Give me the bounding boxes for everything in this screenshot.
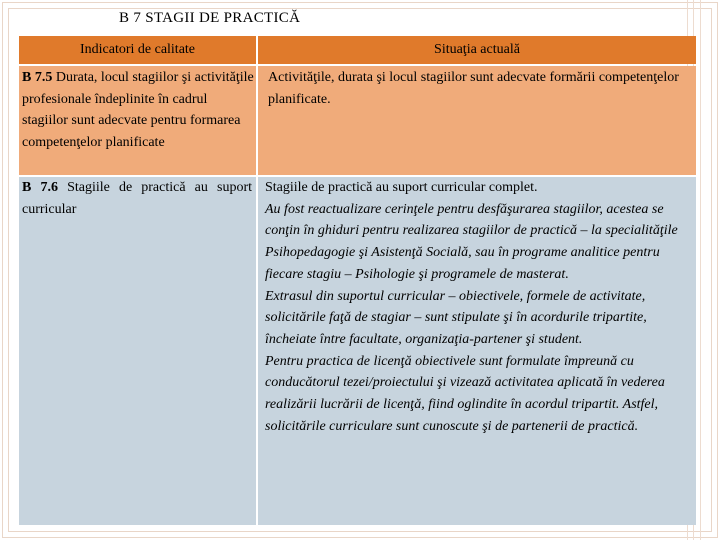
status-lead: Stagiile de practică au suport curricular complet.	[265, 180, 538, 195]
header-indicators: Indicatori de calitate	[19, 36, 256, 64]
indicator-paragraph	[22, 177, 252, 220]
status-cell-b75	[258, 66, 696, 177]
indicator-text: Durata, locul stagiilor şi activităţile profesionale îndeplinite în cadrul stagiilor sunt adecvate pentru formarea competenţelor planificate	[22, 70, 254, 151]
decor-line	[700, 0, 701, 540]
status-paragraph: Activităţile, durata şi locul stagiilor sunt adecvate formării competenţelor planificate.	[268, 70, 679, 107]
status-paragraph: Extrasul din suportul curricular – obiectivele, formele de activitate, solicitările faţă de stagiar – sunt stipulate şi în acordurile tripartite, încheiate între facultate, organizaţia-partener şi student.	[265, 288, 647, 347]
status-cell-b76	[258, 177, 696, 525]
page-title: B 7 STAGII DE PRACTICĂ	[119, 10, 301, 26]
indicator-code: B 7.5	[22, 70, 53, 85]
header-current-situation: Situaţia actuală	[258, 36, 696, 64]
row-separator	[19, 175, 696, 177]
status-paragraph: Pentru practica de licenţă obiectivele sunt formulate împreună cu conducătorul tezei/proiectului şi vizează activitatea aplicată în vederea realizării lucrării de licenţă, fiind oglindite în acordul tripartit. Astfel, solicitările curriculare sunt cunoscute şi de partenerii de practică.	[265, 353, 665, 434]
indicator-text: Stagiile de practică au suport curricular	[22, 180, 252, 217]
status-paragraph: Au fost reactualizare cerinţele pentru desfăşurarea stagiilor, acestea se conţin în ghiduri pentru realizarea stagiilor de practică – la specialităţile Psihopedagogie şi Asistenţă Socială, sau în programe analitice pentru fiecare stagiu – Psihologie şi programele de masterat.	[265, 201, 678, 282]
indicator-cell-b75	[19, 66, 256, 177]
indicator-cell-b76	[19, 177, 256, 525]
quality-indicators-table	[19, 36, 696, 525]
indicator-code: B 7.6	[22, 180, 58, 195]
